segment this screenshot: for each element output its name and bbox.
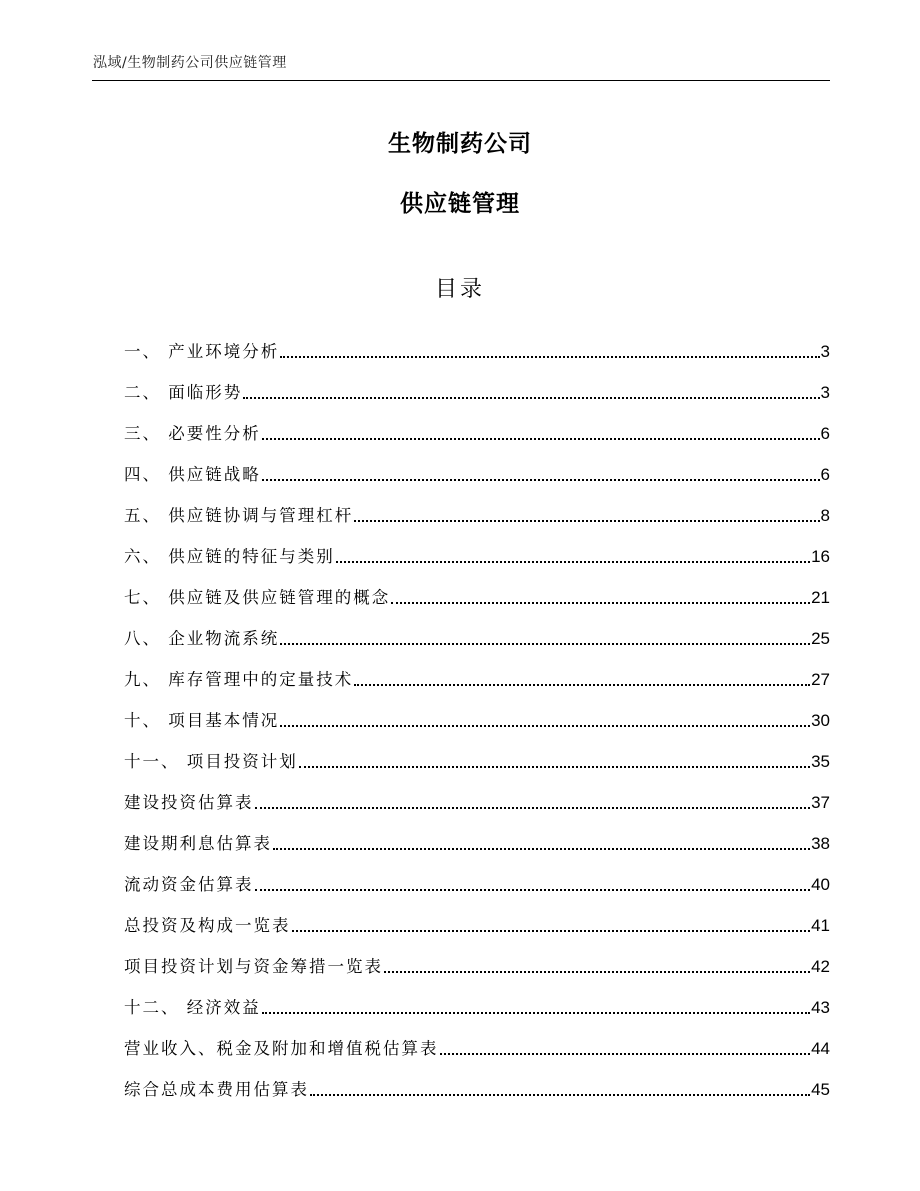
toc-entry[interactable]: [124, 323, 830, 364]
toc-dot-leader: [384, 971, 810, 973]
toc-dot-leader: [255, 889, 811, 891]
toc-entry-page-number: 25: [811, 629, 830, 648]
toc-entry-page-number: 41: [811, 916, 830, 935]
toc-dot-leader: [354, 520, 819, 522]
toc-entry[interactable]: [124, 856, 830, 897]
running-header: 泓域/生物制药公司供应链管理: [93, 55, 287, 71]
toc-entry[interactable]: [124, 1020, 830, 1061]
toc-entry[interactable]: [124, 405, 830, 446]
toc-entry-label: 六、 供应链的特征与类别: [124, 547, 335, 566]
header-rule: [92, 80, 830, 81]
toc-dot-leader: [280, 356, 819, 358]
toc-dot-leader: [243, 397, 819, 399]
toc-dot-leader: [292, 930, 811, 932]
document-title-line-2: 供应链管理: [400, 191, 520, 217]
toc-dot-leader: [280, 725, 810, 727]
toc-dot-leader: [262, 1012, 810, 1014]
toc-entry-page-number: 3: [820, 383, 830, 402]
toc-entry[interactable]: [124, 446, 830, 487]
toc-entry-page-number: 6: [820, 424, 830, 443]
toc-entry-label: 九、 库存管理中的定量技术: [124, 670, 354, 689]
toc-entry-label: 建设期利息估算表: [124, 834, 272, 853]
toc-entry-label: 十一、 项目投资计划: [124, 752, 298, 771]
toc-dot-leader: [273, 848, 810, 850]
toc-dot-leader: [354, 684, 810, 686]
toc-dot-leader: [262, 438, 820, 440]
toc-entry-page-number: 30: [811, 711, 830, 730]
toc-entry[interactable]: [124, 487, 830, 528]
toc-entry[interactable]: [124, 815, 830, 856]
toc-entry-page-number: 27: [811, 670, 830, 689]
toc-heading: 目录: [434, 277, 485, 302]
toc-dot-leader: [299, 766, 810, 768]
toc-entry[interactable]: [124, 364, 830, 405]
toc-entry-page-number: 43: [811, 998, 830, 1017]
toc-entry-label: 十、 项目基本情况: [124, 711, 280, 730]
toc-entry-page-number: 6: [820, 465, 830, 484]
toc-dot-leader: [391, 602, 810, 604]
toc-entry[interactable]: [124, 774, 830, 815]
toc-entry-page-number: 16: [811, 547, 830, 566]
toc-entry-page-number: 45: [811, 1080, 830, 1099]
toc-dot-leader: [440, 1053, 811, 1055]
toc-entry-page-number: 21: [811, 588, 830, 607]
toc-entry-label: 七、 供应链及供应链管理的概念: [124, 588, 391, 607]
toc-entry[interactable]: [124, 979, 830, 1020]
toc-entry-label: 项目投资计划与资金筹措一览表: [124, 957, 383, 976]
toc-entry-label: 营业收入、税金及附加和增值税估算表: [124, 1039, 439, 1058]
toc-dot-leader: [262, 479, 820, 481]
toc-entry-label: 十二、 经济效益: [124, 998, 261, 1017]
toc-entry-page-number: 35: [811, 752, 830, 771]
toc-entry[interactable]: [124, 938, 830, 979]
toc-entry[interactable]: [124, 651, 830, 692]
toc-dot-leader: [336, 561, 810, 563]
toc-entry-label: 五、 供应链协调与管理杠杆: [124, 506, 354, 525]
toc-entry-page-number: 44: [811, 1039, 830, 1058]
toc-entry-label: 二、 面临形势: [124, 383, 243, 402]
toc-entry-label: 三、 必要性分析: [124, 424, 261, 443]
toc-entry[interactable]: [124, 610, 830, 651]
document-title-line-1: 生物制药公司: [388, 131, 532, 157]
toc-entry[interactable]: [124, 569, 830, 610]
toc-entry-page-number: 3: [820, 342, 830, 361]
toc-entry-label: 建设投资估算表: [124, 793, 254, 812]
toc-entry[interactable]: [124, 897, 830, 938]
toc-dot-leader: [310, 1094, 810, 1096]
toc-entry-page-number: 8: [820, 506, 830, 525]
toc-entry[interactable]: [124, 1061, 830, 1102]
toc-entry[interactable]: [124, 528, 830, 569]
table-of-contents: [124, 323, 830, 1102]
toc-entry-label: 四、 供应链战略: [124, 465, 261, 484]
toc-dot-leader: [255, 807, 811, 809]
toc-entry-label: 流动资金估算表: [124, 875, 254, 894]
toc-entry[interactable]: [124, 692, 830, 733]
toc-entry[interactable]: [124, 733, 830, 774]
toc-entry-label: 一、 产业环境分析: [124, 342, 280, 361]
toc-entry-label: 综合总成本费用估算表: [124, 1080, 309, 1099]
toc-entry-page-number: 42: [811, 957, 830, 976]
toc-entry-page-number: 38: [811, 834, 830, 853]
toc-entry-page-number: 37: [811, 793, 830, 812]
toc-entry-label: 八、 企业物流系统: [124, 629, 280, 648]
toc-entry-label: 总投资及构成一览表: [124, 916, 291, 935]
toc-dot-leader: [280, 643, 810, 645]
toc-entry-page-number: 40: [811, 875, 830, 894]
